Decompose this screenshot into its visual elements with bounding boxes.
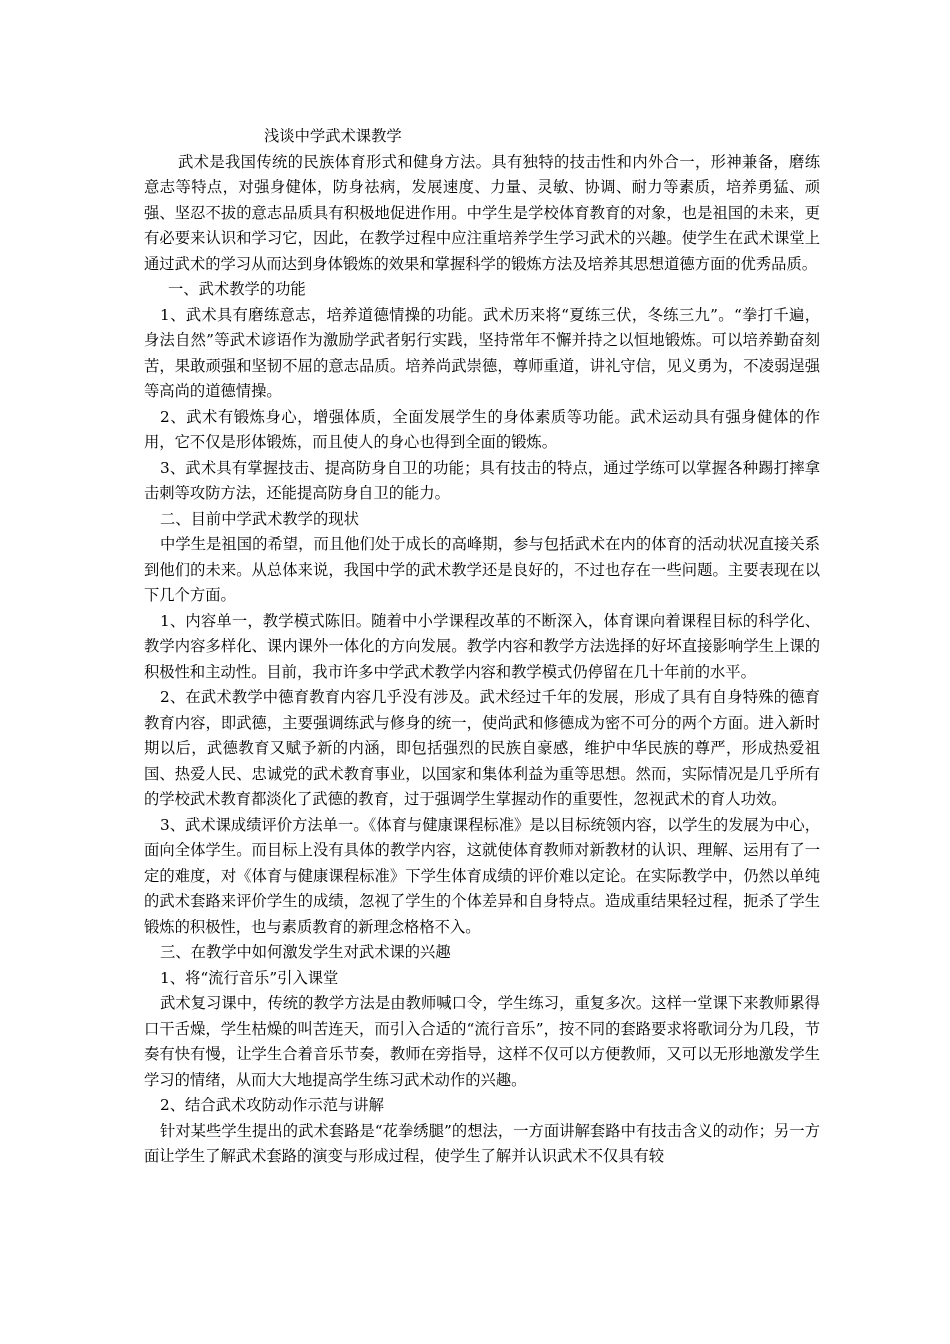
document-title: 浅谈中学武术课教学 <box>264 127 402 145</box>
paragraph: 2、武术有锻炼身心，增强体质，全面发展学生的身体素质等功能。武术运动具有强身健体的作用，它不仅是形体锻炼，而且使人的身心也得到全面的锻炼。 <box>144 407 820 451</box>
section-heading-1: 一、武术教学的功能 <box>168 280 306 298</box>
paragraph: 武术复习课中，传统的教学方法是由教师喊口令，学生练习，重复多次。这样一堂课下来教师累得口干舌燥，学生枯燥的叫苦连天，而引入合适的“流行音乐”，按不同的套路要求将歌词分为几段，节奏有快有慢，让学生合着音乐节奏，教师在旁指导，这样不仅可以方便教师，又可以无形地激发学生学习的情绪，从而大大地提高学生练习武术动作的兴趣。 <box>144 994 820 1089</box>
section-heading-3: 三、在教学中如何激发学生对武术课的兴趣 <box>160 943 451 961</box>
paragraph: 3、武术具有掌握技击、提高防身自卫的功能；具有技击的特点，通过学练可以掌握各种踢打摔拿击刺等攻防方法，还能提高防身自卫的能力。 <box>144 458 820 502</box>
subheading: 2、结合武术攻防动作示范与讲解 <box>160 1096 384 1114</box>
document-body <box>144 124 820 1170</box>
paragraph: 3、武术课成绩评价方法单一。《体育与健康课程标准》是以目标统领内容，以学生的发展为中心，面向全体学生。而目标上没有具体的教学内容，这就使体育教师对新教材的认识、理解、运用有了一定的难度，对《体育与健康课程标准》下学生体育成绩的评价难以定论。在实际教学中，仍然以单纯的武术套路来评价学生的成绩，忽视了学生的个体差异和自身特点。造成重结果轻过程，扼杀了学生锻炼的积极性，也与素质教育的新理念格格不入。 <box>144 815 820 936</box>
paragraph: 2、在武术教学中德育教育内容几乎没有涉及。武术经过千年的发展，形成了具有自身特殊的德育教育内容，即武德，主要强调练武与修身的统一，使尚武和修德成为密不可分的两个方面。进入新时期以后，武德教育又赋予新的内涵，即包括强烈的民族自豪感，维护中华民族的尊严，形成热爱祖国、热爱人民、忠诚党的武术教育事业，以国家和集体利益为重等思想。然而，实际情况是几乎所有的学校武术教育都淡化了武德的教育，过于强调学生掌握动作的重要性，忽视武术的育人功效。 <box>144 688 820 808</box>
paragraph: 中学生是祖国的希望，而且他们处于成长的高峰期，参与包括武术在内的体育的活动状况直接关系到他们的未来。从总体来说，我国中学的武术教学还是良好的，不过也存在一些问题。主要表现在以下几个方面。 <box>144 535 820 604</box>
section-heading-2: 二、目前中学武术教学的现状 <box>160 509 359 528</box>
subheading: 1、将“流行音乐”引入课堂 <box>160 968 339 987</box>
paragraph: 针对某些学生提出的武术套路是“花拳绣腿”的想法，一方面讲解套路中有技击含义的动作；另一方面让学生了解武术套路的演变与形成过程，使学生了解并认识武术不仅具有较 <box>144 1121 820 1165</box>
paragraph: 1、内容单一，教学模式陈旧。随着中小学课程改革的不断深入，体育课向着课程目标的科学化、教学内容多样化、课内课外一体化的方向发展。教学内容和教学方法选择的好坏直接影响学生上课的积极性和主动性。目前，我市许多中学武术教学内容和教学模式仍停留在几十年前的水平。 <box>144 611 820 681</box>
paragraph: 1、武术具有磨练意志，培养道德情操的功能。武术历来将“夏练三伏，冬练三九”。“拳打千遍，身法自然”等武术谚语作为激励学武者躬行实践，坚持常年不懈并持之以恒地锻炼。可以培养勤奋刻苦，果敢顽强和坚韧不屈的意志品质。培养尚武崇德，尊师重道，讲礼守信，见义勇为，不凌弱逞强等高尚的道德情操。 <box>144 305 820 400</box>
paragraph-intro: 武术是我国传统的民族体育形式和健身方法。具有独特的技击性和内外合一，形神兼备，磨练意志等特点，对强身健体，防身祛病，发展速度、力量、灵敏、协调、耐力等素质，培养勇猛、顽强、坚忍不拔的意志品质具有积极地促进作用。中学生是学校体育教育的对象，也是祖国的未来，更有必要来认识和学习它，因此，在教学过程中应注重培养学生学习武术的兴趣。使学生在武术课堂上通过武术的学习从而达到身体锻炼的效果和掌握科学的锻炼方法及培养其思想道德方面的优秀品质。 <box>144 152 820 273</box>
